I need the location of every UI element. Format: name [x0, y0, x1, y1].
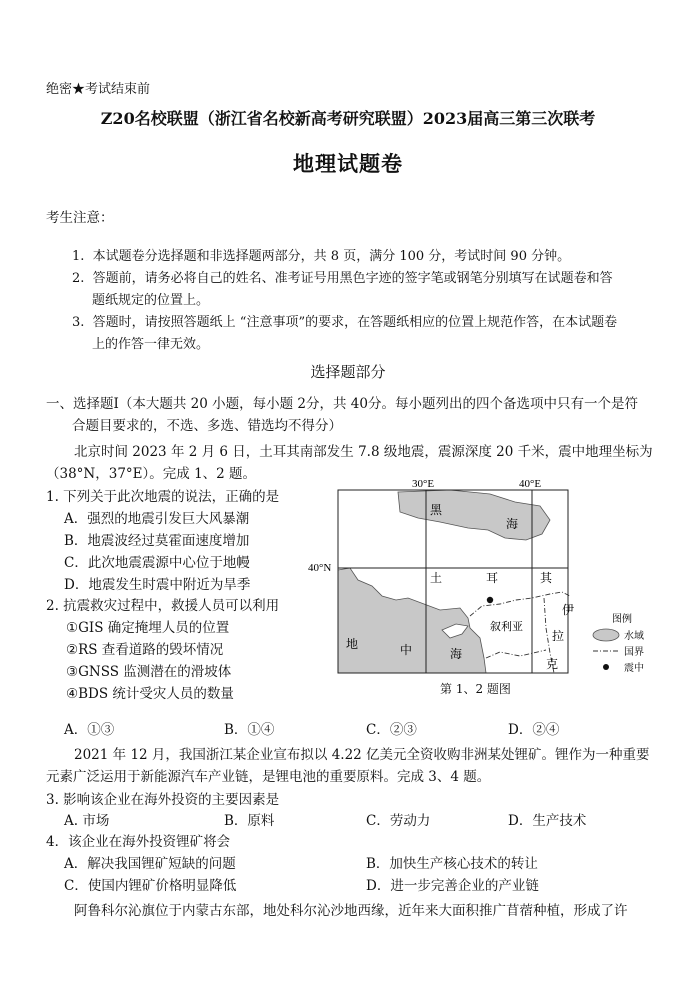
paper-title: 地理试题卷 [293, 151, 403, 176]
q2-item-3: ③GNSS 监测潜在的滑坡体 [66, 664, 232, 680]
q3-option-a[interactable]: A. 市场 [64, 813, 110, 829]
q4-option-b[interactable]: B．加快生产核心技术的转让 [366, 856, 538, 872]
notice-num: 1. [72, 249, 85, 264]
context1-line1: 北京时间 2023 年 2 月 6 日，土耳其南部发生 7.8 级地震，震源深度 20 千米，震中地理坐标为 [74, 444, 653, 460]
q4-option-d[interactable]: D．进一步完善企业的产业链 [366, 878, 539, 894]
legend-water-swatch [593, 629, 619, 641]
q4-option-a[interactable]: A．解决我国锂矿短缺的问题 [64, 856, 236, 872]
q3-option-d[interactable]: D．生产技术 [508, 813, 587, 829]
map-label-er: 耳 [486, 571, 499, 585]
notice-num: 3. [72, 315, 85, 330]
figure-caption: 第 1、2 题图 [440, 682, 511, 696]
context3-line1: 阿鲁科尔沁旗位于内蒙古东部，地处科尔沁沙地西缘，近年来大面积推广苜蓿种植，形成了许 [74, 903, 628, 919]
map-label-hai-med: 海 [450, 647, 463, 661]
legend-epicenter-swatch [603, 664, 609, 670]
border-line [486, 650, 546, 658]
map-label-hei: 黑 [430, 503, 443, 517]
map-label-tu: 土 [430, 571, 443, 585]
label-40e: 40°E [519, 478, 542, 490]
legend-epicenter: 震中 [624, 663, 644, 674]
q2-option-d[interactable]: D．②④ [508, 722, 560, 738]
notice-item-3-cont: 上的作答一律无效。 [92, 337, 210, 352]
notice-label: 考生注意： [46, 210, 114, 226]
mediterranean-sea-shape [338, 568, 486, 673]
notice-item-3 [72, 311, 617, 330]
epicenter-dot [487, 597, 493, 603]
map-label-syria: 叙利亚 [490, 620, 523, 633]
q1-stem: 1. 下列关于此次地震的说法，正确的是 [46, 489, 280, 505]
notice-item-2 [72, 267, 613, 286]
q2-option-b[interactable]: B．①④ [224, 722, 275, 738]
q2-item-4: ④BDS 统计受灾人员的数量 [66, 686, 234, 702]
map-label-yi: 伊 [562, 603, 575, 617]
q1-option-c[interactable]: C．此次地震震源中心位于地幔 [64, 555, 250, 571]
map-label-la: 拉 [552, 629, 565, 643]
part1-instructions-cont: 合题目要求的，不选、多选、错选均不得分） [72, 418, 342, 434]
label-40n: 40°N [308, 562, 332, 574]
legend-border: 国界 [624, 647, 644, 658]
map-label-ke: 克 [546, 657, 559, 671]
q3-option-b[interactable]: B．原料 [224, 813, 275, 829]
notice-text: 本试题卷分选择题和非选择题两部分，共 8 页，满分 100 分，考试时间 90 分钟。 [92, 249, 571, 264]
q1-option-b[interactable]: B．地震波经过莫霍面速度增加 [64, 533, 250, 549]
q3-stem: 3. 影响该企业在海外投资的主要因素是 [46, 792, 280, 808]
q4-option-c[interactable]: C．使国内锂矿价格明显降低 [64, 878, 237, 894]
q2-option-a[interactable]: A．①③ [64, 722, 115, 738]
q2-item-2: ②RS 查看道路的毁坏情况 [66, 642, 224, 658]
notice-item-2-cont: 题纸规定的位置上。 [92, 293, 210, 308]
notice-num: 2. [72, 271, 85, 286]
exam-title: Z20名校联盟（浙江省名校新高考研究联盟）2023届高三第三次联考 [100, 109, 596, 128]
context2-line1: 2021 年 12 月，我国浙江某企业宣布拟以 4.22 亿美元全资收购非洲某处锂矿。锂作为一种重要 [74, 747, 650, 763]
q1-option-d[interactable]: D．地震发生时震中附近为旱季 [64, 577, 251, 593]
context1-line2: （38°N，37°E）。完成 1、2 题。 [46, 466, 257, 482]
map-label-di: 地 [346, 637, 359, 651]
notice-item-1 [72, 245, 570, 264]
notice-text: 答题前，请务必将自己的姓名、准考证号用黑色字迹的签字笔或钢笔分别填写在试题卷和答 [92, 271, 613, 286]
q2-item-1: ①GIS 确定掩埋人员的位置 [66, 620, 230, 636]
border-line [470, 592, 570, 616]
q2-option-c[interactable]: C．②③ [366, 722, 417, 738]
confidential-label: 绝密★考试结束前 [46, 82, 151, 97]
q1-option-a[interactable]: A．强烈的地震引发巨大风暴潮 [64, 511, 250, 527]
label-30e: 30°E [412, 478, 435, 490]
legend-water: 水域 [624, 631, 644, 642]
notice-text: 答题时，请按照答题纸上 “注意事项”的要求，在答题纸相应的位置上规范作答，在本试题卷 [92, 315, 618, 330]
q2-stem: 2. 抗震救灾过程中，救援人员可以利用 [46, 598, 280, 614]
legend-title: 图例 [612, 614, 632, 625]
section-title: 选择题部分 [310, 363, 386, 381]
part1-instructions: 一、选择题Ⅰ（本大题共 20 小题，每小题 2分，共 40分。每小题列出的四个备选项中只有一个是符 [46, 396, 638, 412]
q4-stem: 4．该企业在海外投资锂矿将会 [46, 834, 231, 850]
map-label-hai-black: 海 [506, 517, 519, 531]
q3-option-c[interactable]: C．劳动力 [366, 813, 431, 829]
black-sea-shape [398, 490, 550, 540]
context2-line2: 元素广泛运用于新能源汽车产业链，是锂电池的重要原料。完成 3、4 题。 [46, 769, 491, 785]
map-label-zhong: 中 [400, 643, 413, 657]
turkey-map [300, 478, 670, 678]
map-label-qi: 其 [540, 571, 553, 585]
